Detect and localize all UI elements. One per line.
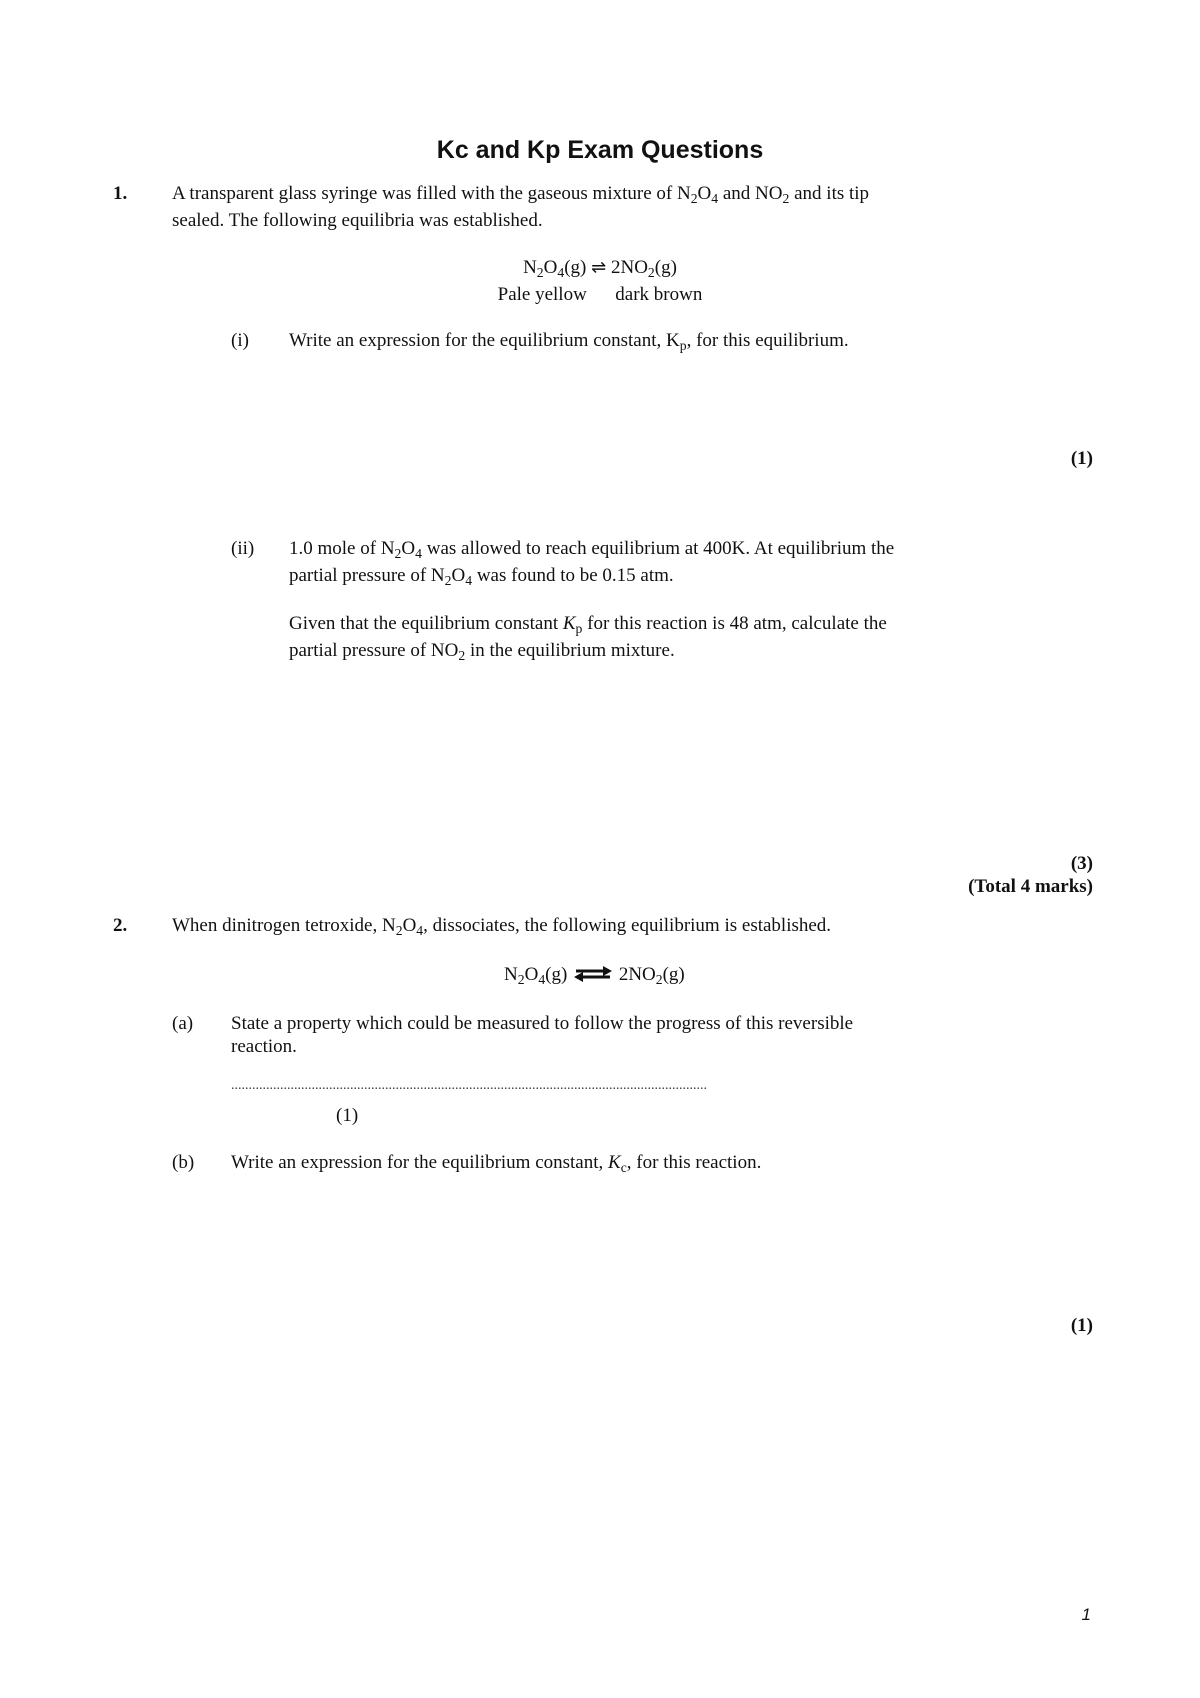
question-1-colour-labels: Pale yellow dark brown [497, 284, 703, 305]
question-2-intro: When dinitrogen tetroxide, $N_2O_4$, dissociates, the following equilibrium is established. [172, 915, 832, 938]
question-1-part-i-label: (i) [231, 330, 249, 351]
question-1-part-ii-line-1: 1.0 mole of $N_2O_4$ was allowed to reach equilibrium at 400K. At equilibrium the [289, 538, 895, 561]
question-1-equation: $N_2O_4(g)$ ⇌ $2NO_2(g)$ [523, 257, 677, 280]
question-2-part-a-marks: (1) [336, 1105, 359, 1126]
question-1-part-i-text: Write an expression for the equilibrium constant, $K_p$, for this equilibrium. [289, 330, 849, 353]
question-1-intro-line-1: A transparent glass syringe was filled with the gaseous mixture of $N_2O_4$ and $NO_2$ and its tip [172, 183, 870, 206]
question-1-part-ii-label: (ii) [231, 538, 255, 559]
question-2-part-b-label: (b) [172, 1152, 195, 1173]
question-2-part-a-label: (a) [172, 1013, 194, 1034]
equilibrium-arrow-icon [572, 966, 614, 982]
page-number: 1 [1081, 1605, 1091, 1624]
question-2-number: 2. [113, 915, 128, 936]
question-2-part-a-line-2: reaction. [231, 1036, 297, 1057]
question-1-total-marks: (Total 4 marks) [968, 876, 1093, 897]
page-title: Kc and Kp Exam Questions [436, 136, 764, 164]
question-1-number: 1. [113, 183, 128, 204]
question-1-part-i-marks: (1) [1070, 448, 1093, 469]
equilibrium-arrow-icon: ⇌ [591, 257, 607, 278]
question-1-part-ii-marks: (3) [1070, 853, 1093, 874]
question-2-part-b-marks: (1) [1070, 1315, 1093, 1336]
question-2-part-a-line-1: State a property which could be measured to follow the progress of this reversible [231, 1013, 854, 1034]
question-1-intro-line-2: sealed. The following equilibria was established. [172, 210, 543, 231]
question-2-part-b-text: Write an expression for the equilibrium constant, $K_c$, for this reaction. [231, 1152, 762, 1175]
question-2-equation: $N_2O_4(g)$ $2NO_2(g)$ [504, 964, 685, 987]
question-1-part-ii-line-4: partial pressure of $NO_2$ in the equilibrium mixture. [289, 640, 675, 663]
question-2-part-a-answer-line: ........................................................................................................................................ [231, 1078, 707, 1093]
question-1-part-ii-line-2: partial pressure of $N_2O_4$ was found to be 0.15 atm. [289, 565, 674, 588]
question-1-part-ii-line-3: Given that the equilibrium constant $K_p$ for this reaction is 48 atm, calculate the [289, 613, 887, 636]
